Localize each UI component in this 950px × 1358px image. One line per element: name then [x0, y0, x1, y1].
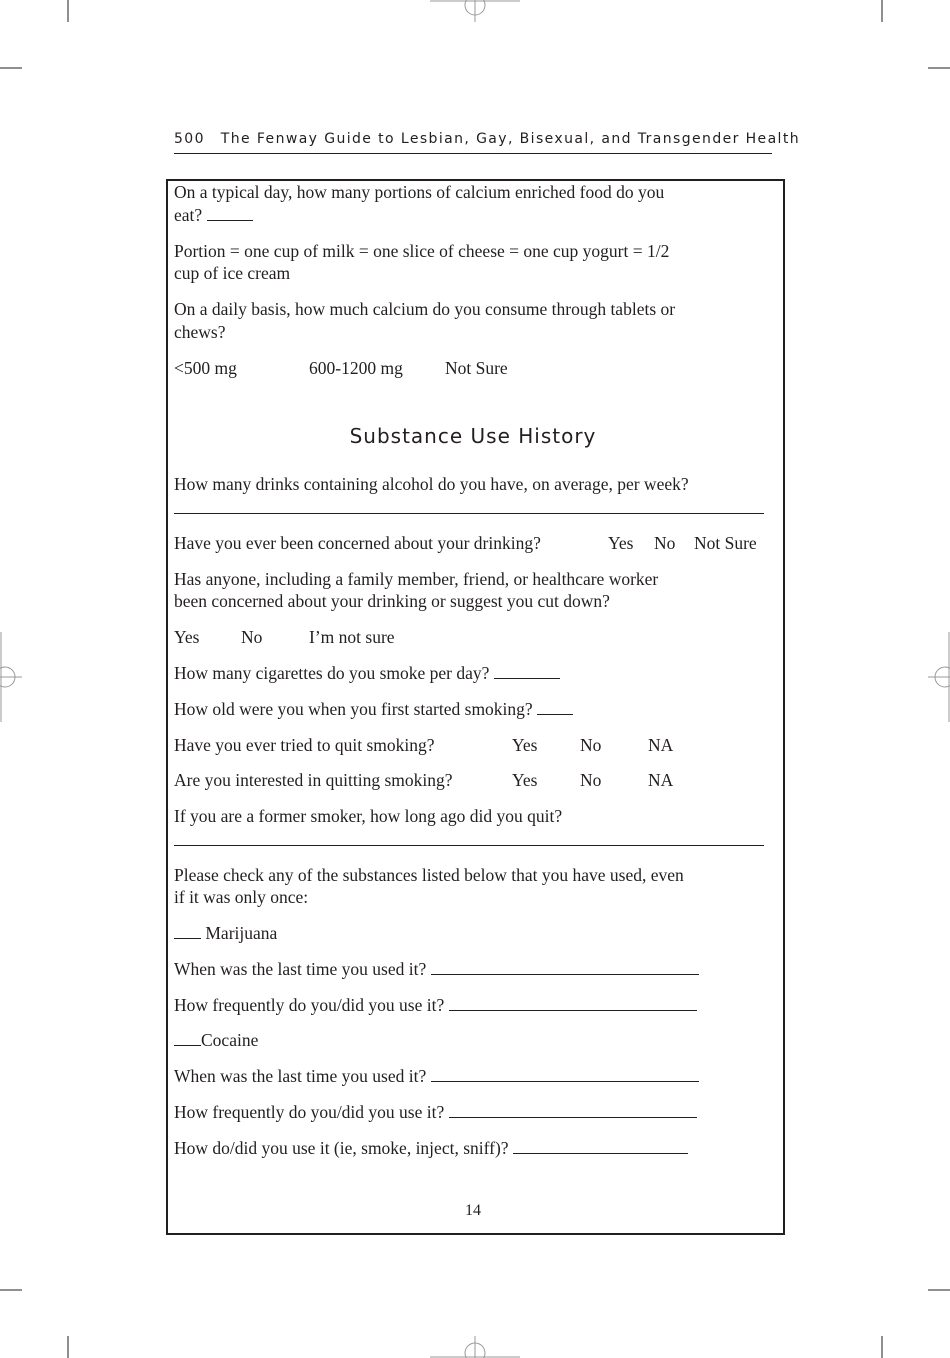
marijuana-label: Marijuana — [205, 923, 278, 943]
concerned-self-row — [174, 532, 757, 554]
interested-quit-row — [174, 769, 674, 791]
concerned-others-not-sure[interactable]: I’m not sure — [309, 627, 395, 647]
q-supplements-line2: chews? — [174, 322, 226, 342]
running-title: The Fenway Guide to Lesbian, Gay, Bisexual, and Transgender Health — [220, 131, 800, 147]
q-concerned-others-line2: been concerned about your drinking or suggest you cut down? — [174, 591, 610, 611]
q-concerned-others-line1: Has anyone, including a family member, friend, or healthcare worker — [174, 569, 659, 589]
option-not-sure[interactable]: Not Sure — [445, 358, 508, 378]
tried-quit-no[interactable]: No — [580, 735, 602, 755]
portion-definition-line2: cup of ice cream — [174, 263, 291, 283]
concerned-others-yes[interactable]: Yes — [174, 627, 200, 647]
q-cigarettes-row — [174, 662, 560, 684]
book-page-number: 500 — [174, 131, 205, 147]
interested-quit-yes[interactable]: Yes — [512, 770, 538, 790]
q-interested-quit: Are you interested in quitting smoking? — [174, 770, 453, 790]
marijuana-last-time-blank[interactable] — [431, 959, 699, 975]
tried-quit-row — [174, 734, 674, 756]
q-concerned-self: Have you ever been concerned about your drinking? — [174, 533, 541, 553]
former-smoker-answer-line[interactable] — [174, 845, 764, 846]
concerned-self-no[interactable]: No — [654, 533, 676, 553]
cocaine-how-use-blank[interactable] — [513, 1138, 688, 1154]
interested-quit-no[interactable]: No — [580, 770, 602, 790]
concerned-others-no[interactable]: No — [241, 627, 263, 647]
q-former-smoker: If you are a former smoker, how long ago did you quit? — [174, 806, 563, 826]
cocaine-last-time-blank[interactable] — [431, 1066, 699, 1082]
drinks-answer-line[interactable] — [174, 513, 764, 514]
q-how-use: How do/did you use it (ie, smoke, inject, sniff)? — [174, 1138, 509, 1158]
form-page-number: 14 — [465, 1202, 481, 1219]
q-age-started-row — [174, 698, 573, 720]
cocaine-item — [174, 1029, 258, 1051]
cigarettes-blank[interactable] — [494, 663, 560, 679]
cocaine-last-time-row — [174, 1065, 699, 1087]
option-under-500[interactable]: <500 mg — [174, 358, 237, 378]
portions-blank[interactable] — [207, 205, 253, 221]
q-last-time: When was the last time you used it? — [174, 959, 427, 979]
q-tried-quit: Have you ever tried to quit smoking? — [174, 735, 435, 755]
q-drinks: How many drinks containing alcohol do you have, on average, per week? — [174, 474, 689, 494]
q-frequency: How frequently do you/did you use it? — [174, 995, 445, 1015]
marijuana-last-time-row — [174, 958, 699, 980]
cocaine-check-blank[interactable] — [174, 1030, 201, 1046]
age-started-blank[interactable] — [537, 699, 573, 715]
interested-quit-na[interactable]: NA — [648, 770, 674, 790]
q-portions-line2: eat? — [174, 204, 253, 226]
marijuana-frequency-blank[interactable] — [449, 995, 697, 1011]
marijuana-item — [174, 922, 277, 944]
q-cigarettes: How many cigarettes do you smoke per day? — [174, 663, 490, 683]
option-600-1200[interactable]: 600-1200 mg — [309, 358, 403, 378]
marijuana-check-blank[interactable] — [174, 923, 201, 939]
concerned-self-yes[interactable]: Yes — [608, 533, 634, 553]
header-rule — [174, 153, 772, 154]
section-title: Substance Use History — [349, 424, 597, 448]
concerned-self-not-sure[interactable]: Not Sure — [694, 533, 757, 553]
tried-quit-yes[interactable]: Yes — [512, 735, 538, 755]
running-head — [174, 131, 800, 147]
cocaine-label: Cocaine — [201, 1030, 259, 1050]
tried-quit-na[interactable]: NA — [648, 735, 674, 755]
q-supplements-line1: On a daily basis, how much calcium do you consume through tablets or — [174, 299, 676, 319]
marijuana-frequency-row — [174, 994, 697, 1016]
q-portions-line1: On a typical day, how many portions of calcium enriched food do you — [174, 182, 665, 202]
q-frequency: How frequently do you/did you use it? — [174, 1102, 445, 1122]
q-check-substances-line2: if it was only once: — [174, 887, 309, 907]
q-age-started: How old were you when you first started smoking? — [174, 699, 533, 719]
portion-definition-line1: Portion = one cup of milk = one slice of cheese = one cup yogurt = 1/2 — [174, 241, 670, 261]
cocaine-how-use-row — [174, 1137, 688, 1159]
q-last-time: When was the last time you used it? — [174, 1066, 427, 1086]
q-check-substances-line1: Please check any of the substances listed below that you have used, even — [174, 865, 684, 885]
cocaine-frequency-blank[interactable] — [449, 1102, 697, 1118]
cocaine-frequency-row — [174, 1101, 697, 1123]
